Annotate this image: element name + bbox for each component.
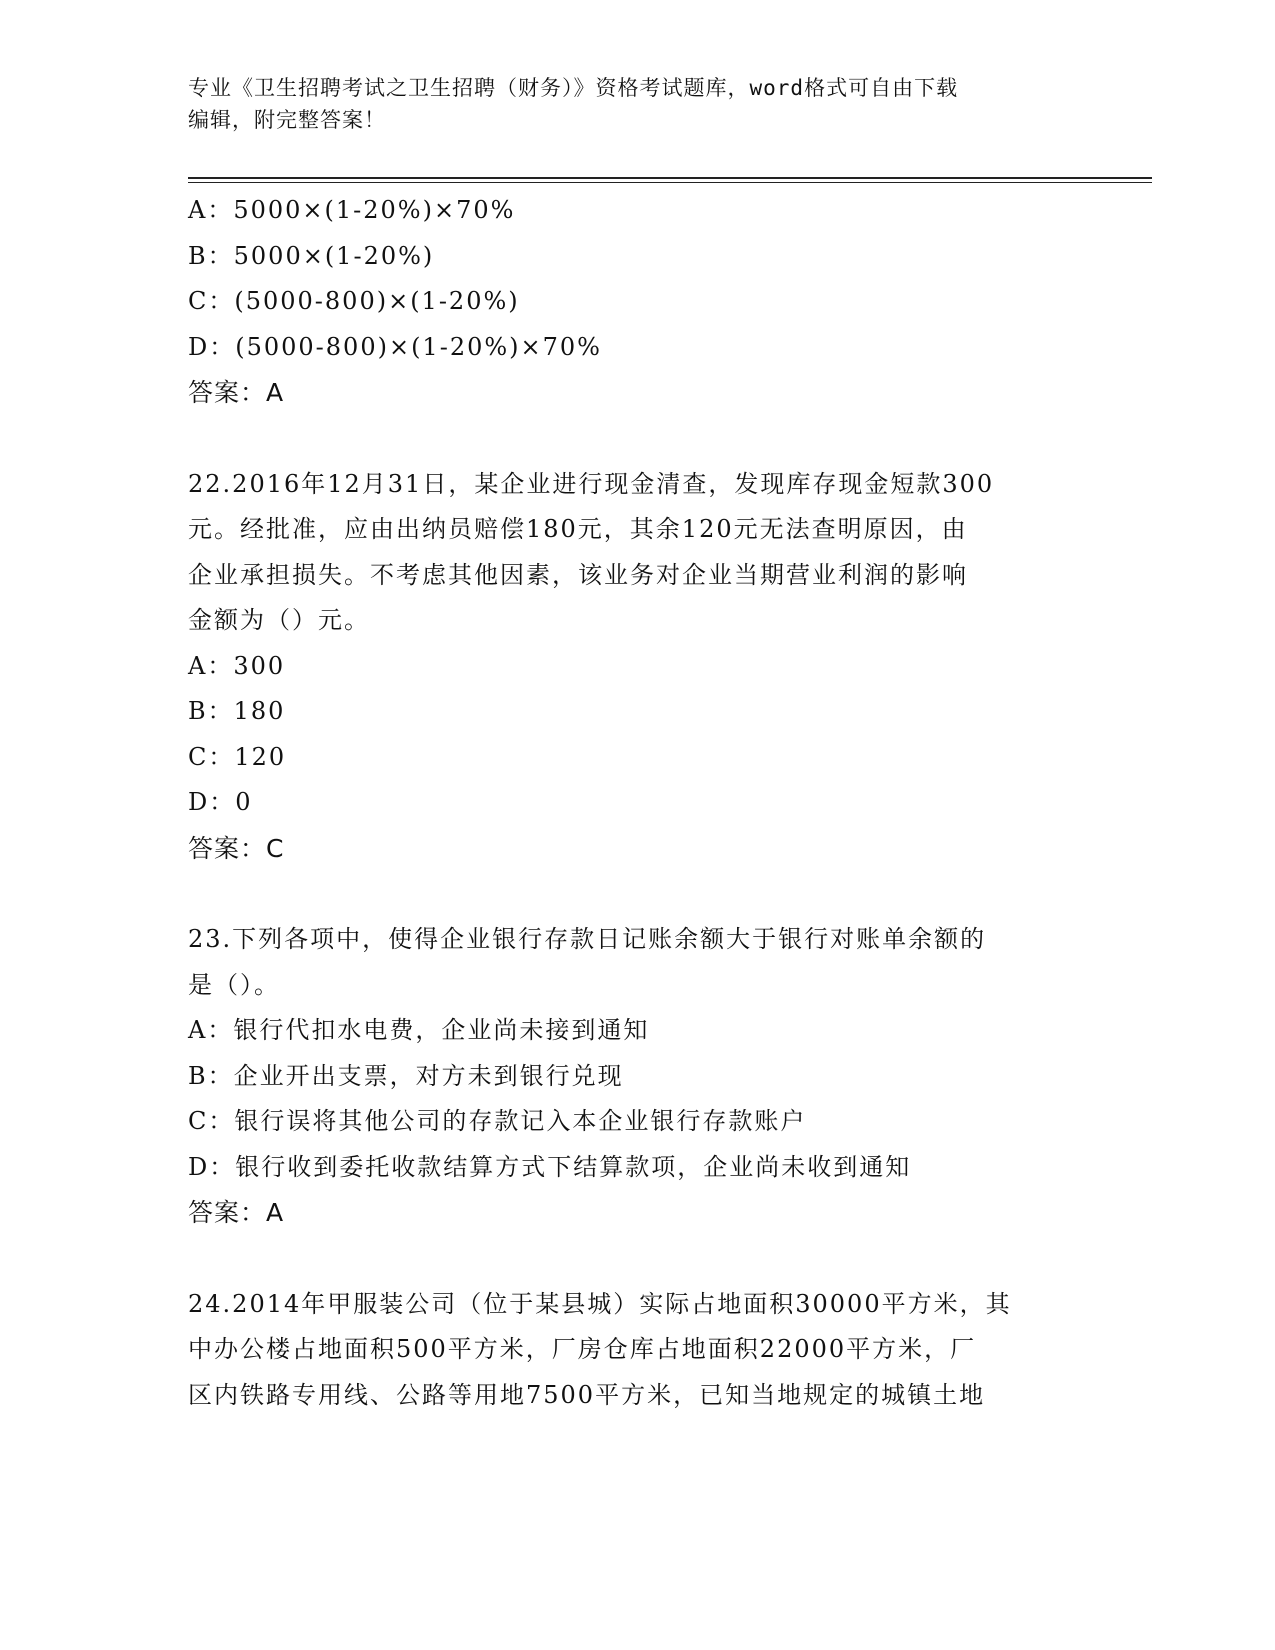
header-divider-thick	[188, 177, 1152, 179]
header-line-1: 专业《卫生招聘考试之卫生招聘（财务）》资格考试题库，word格式可自由下载	[188, 76, 959, 100]
option-c: C：银行误将其他公司的存款记入本企业银行存款账户	[188, 1107, 807, 1135]
option-c: C：(5000-800)×(1-20%)	[188, 287, 520, 315]
question-24	[188, 1282, 1098, 1419]
answer-line: 答案：C	[188, 833, 285, 863]
option-d: D：0	[188, 788, 253, 816]
question-stem-line: 区内铁路专用线、公路等用地7500平方米，已知当地规定的城镇土地	[188, 1380, 986, 1409]
question-stem-line: 金额为（）元。	[188, 606, 370, 634]
spacer	[188, 871, 1098, 917]
document-body	[188, 188, 1098, 1418]
question-stem-line: 企业承担损失。不考虑其他因素，该业务对企业当期营业利润的影响	[188, 560, 968, 589]
header-line-2: 编辑，附完整答案！	[188, 108, 386, 132]
option-b: B：180	[188, 697, 286, 725]
option-a: A：5000×(1-20%)×70%	[188, 196, 516, 224]
question-stem-line: 是（）。	[188, 970, 280, 999]
option-d: D：(5000-800)×(1-20%)×70%	[188, 332, 602, 361]
question-stem-line: 23.下列各项中，使得企业银行存款日记账余额大于银行对账单余额的	[188, 925, 987, 953]
option-b: B：企业开出支票，对方未到银行兑现	[188, 1061, 624, 1090]
spacer	[188, 416, 1098, 462]
question-21	[188, 188, 1098, 416]
header-divider-thin	[188, 182, 1152, 183]
document-header	[188, 72, 1088, 136]
option-b: B：5000×(1-20%)	[188, 241, 435, 270]
question-stem-line: 22.2016年12月31日，某企业进行现金清查，发现库存现金短款300	[188, 469, 995, 498]
question-22	[188, 462, 1098, 872]
answer-line: 答案：A	[188, 1198, 285, 1227]
option-c: C：120	[188, 742, 287, 771]
question-stem-line: 中办公楼占地面积500平方米，厂房仓库占地面积22000平方米，厂	[188, 1335, 977, 1363]
spacer	[188, 1236, 1098, 1282]
question-stem-line: 24.2014年甲服装公司（位于某县城）实际占地面积30000平方米，其	[188, 1289, 1012, 1318]
answer-line: 答案：A	[188, 378, 285, 407]
question-23	[188, 917, 1098, 1236]
question-stem-line: 元。经批准，应由出纳员赔偿180元，其余120元无法查明原因，由	[188, 515, 968, 543]
option-a: A：300	[188, 651, 286, 680]
option-a: A：银行代扣水电费，企业尚未接到通知	[188, 1016, 650, 1044]
option-d: D：银行收到委托收款结算方式下结算款项，企业尚未收到通知	[188, 1152, 912, 1181]
